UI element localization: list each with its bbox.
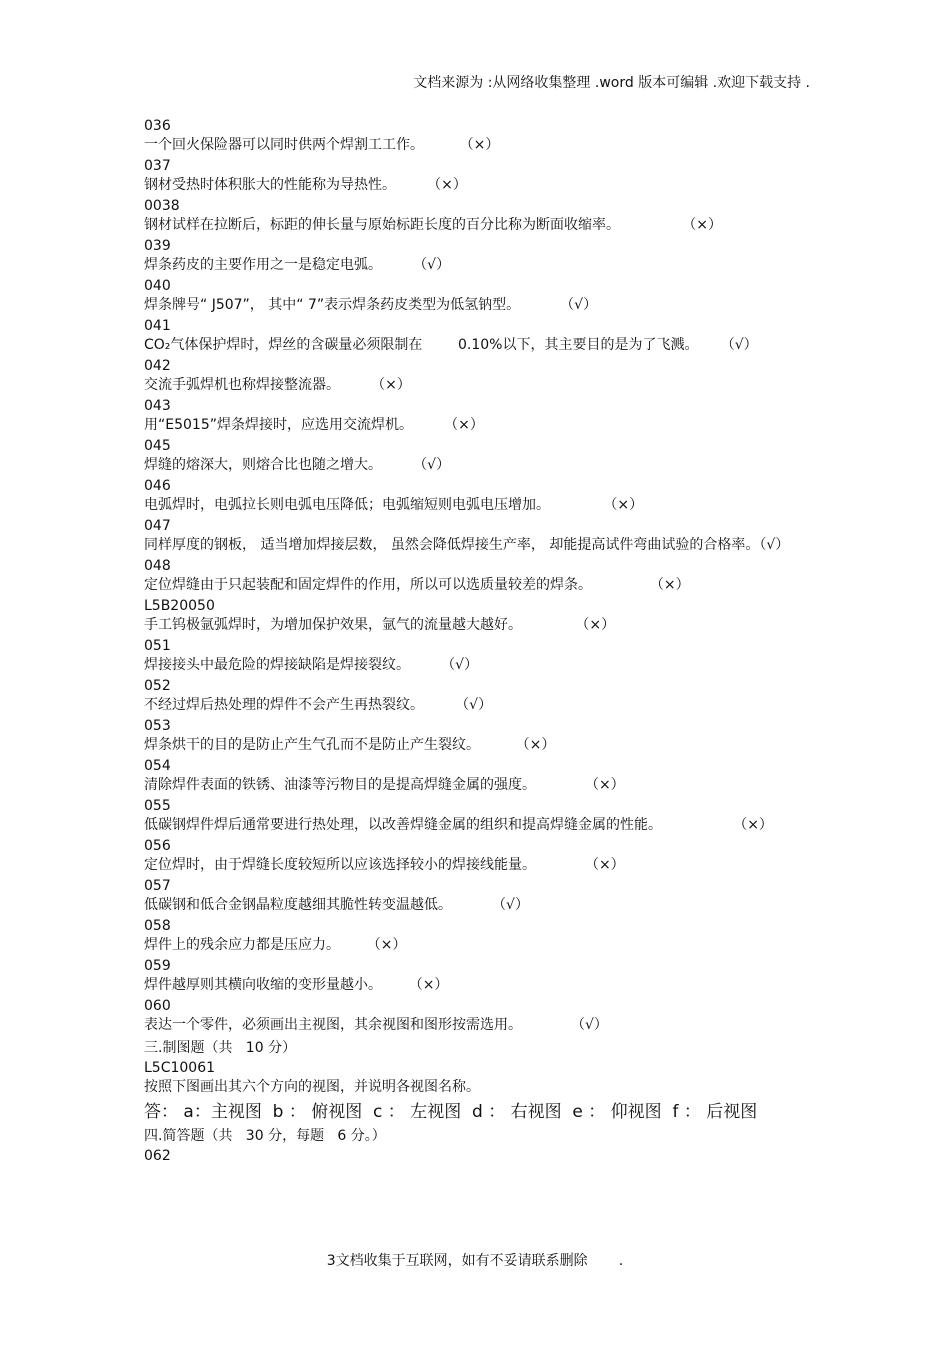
question-code: 047 bbox=[144, 518, 171, 534]
question-code: 053 bbox=[144, 718, 171, 734]
question-text: 焊条牌号“ J507”， 其中“ 7”表示焊条药皮类型为低氢钠型。 （√） bbox=[144, 297, 598, 313]
question-text: 低碳钢和低合金钢晶粒度越细其脆性转变温越低。 （√） bbox=[144, 897, 529, 913]
question-text: 表达一个零件，必须画出主视图，其余视图和图形按需选用。 （√） bbox=[144, 1017, 608, 1033]
question-code: 037 bbox=[144, 158, 171, 174]
question-code: 036 bbox=[144, 118, 171, 134]
question-code: 040 bbox=[144, 278, 171, 294]
question-text: 定位焊缝由于只起装配和固定焊件的作用，所以可以选质量较差的焊条。 （×） bbox=[144, 577, 690, 593]
question-text: 焊条药皮的主要作用之一是稳定电弧。 （√） bbox=[144, 257, 451, 273]
question-code: L5C10061 bbox=[144, 1060, 216, 1076]
question-text: 手工钨极氩弧焊时，为增加保护效果，氩气的流量越大越好。 （×） bbox=[144, 617, 616, 633]
question-text: 清除焊件表面的铁锈、油漆等污物目的是提高焊缝金属的强度。 （×） bbox=[144, 777, 625, 793]
question-list bbox=[144, 118, 804, 1165]
question-code: 062 bbox=[144, 1148, 171, 1164]
section-heading-short-answer: 四.简答题（共 30 分，每题 6 分。） bbox=[144, 1128, 386, 1144]
question-text: 用“E5015”焊条焊接时，应选用交流焊机。 （×） bbox=[144, 417, 484, 433]
question-code: 048 bbox=[144, 558, 171, 574]
question-code: 057 bbox=[144, 878, 171, 894]
section-heading-drawing: 三.制图题（共 10 分） bbox=[144, 1040, 297, 1056]
question-text: 低碳钢焊件焊后通常要进行热处理，以改善焊缝金属的组织和提高焊缝金属的性能。 （×） bbox=[144, 817, 773, 833]
question-text: 焊件上的残余应力都是压应力。 （×） bbox=[144, 937, 407, 953]
question-text: 一个回火保险器可以同时供两个焊割工工作。 （×） bbox=[144, 137, 500, 153]
question-code: 045 bbox=[144, 438, 171, 454]
question-text: 焊件越厚则其横向收缩的变形量越小。 （×） bbox=[144, 977, 449, 993]
question-text: 按照下图画出其六个方向的视图，并说明各视图名称。 bbox=[144, 1079, 480, 1095]
question-text: 钢材试样在拉断后，标距的伸长量与原始标距长度的百分比称为断面收缩率。 （×） bbox=[144, 217, 723, 233]
question-text: 焊接接头中最危险的焊接缺陷是焊接裂纹。 （√） bbox=[144, 657, 479, 673]
question-code: 046 bbox=[144, 478, 171, 494]
page-header: 文档来源为 :从网络收集整理 .word 版本可编辑 .欢迎下载支持 . bbox=[413, 75, 810, 91]
question-code: 056 bbox=[144, 838, 171, 854]
question-code: 041 bbox=[144, 318, 171, 334]
question-code: 0038 bbox=[144, 198, 180, 214]
answer-line: 答： a：主视图 b ： 俯视图 c ： 左视图 d ： 右视图 e ： 仰视图 f ： 后视图 bbox=[144, 1102, 758, 1122]
question-text: 焊条烘干的目的是防止产生气孔而不是防止产生裂纹。 （×） bbox=[144, 737, 556, 753]
question-code: 055 bbox=[144, 798, 171, 814]
question-text: 同样厚度的钢板， 适当增加焊接层数， 虽然会降低焊接生产率， 却能提高试件弯曲试验的合格率。（√） bbox=[144, 537, 790, 553]
question-text: 电弧焊时，电弧拉长则电弧电压降低；电弧缩短则电弧电压增加。 （×） bbox=[144, 497, 644, 513]
question-code: 042 bbox=[144, 358, 171, 374]
question-text: 钢材受热时体积胀大的性能称为导热性。 （×） bbox=[144, 177, 467, 193]
question-code: 058 bbox=[144, 918, 171, 934]
question-code: 060 bbox=[144, 998, 171, 1014]
question-text: 定位焊时，由于焊缝长度较短所以应该选择较小的焊接线能量。 （×） bbox=[144, 857, 625, 873]
question-text: 不经过焊后热处理的焊件不会产生再热裂纹。 （√） bbox=[144, 697, 493, 713]
question-text: 焊缝的熔深大，则熔合比也随之增大。 （√） bbox=[144, 457, 451, 473]
question-code: 039 bbox=[144, 238, 171, 254]
question-code: L5B20050 bbox=[144, 598, 215, 614]
question-code: 054 bbox=[144, 758, 171, 774]
question-code: 052 bbox=[144, 678, 171, 694]
question-code: 043 bbox=[144, 398, 171, 414]
question-code: 051 bbox=[144, 638, 171, 654]
page-footer: 3文档收集于互联网，如有不妥请联系删除 . bbox=[326, 1253, 624, 1269]
question-code: 059 bbox=[144, 958, 171, 974]
question-text: CO₂气体保护焊时，焊丝的含碳量必须限制在 0.10%以下，其主要目的是为了飞溅。 （√） bbox=[144, 337, 758, 353]
question-text: 交流手弧焊机也称焊接整流器。 （×） bbox=[144, 377, 411, 393]
